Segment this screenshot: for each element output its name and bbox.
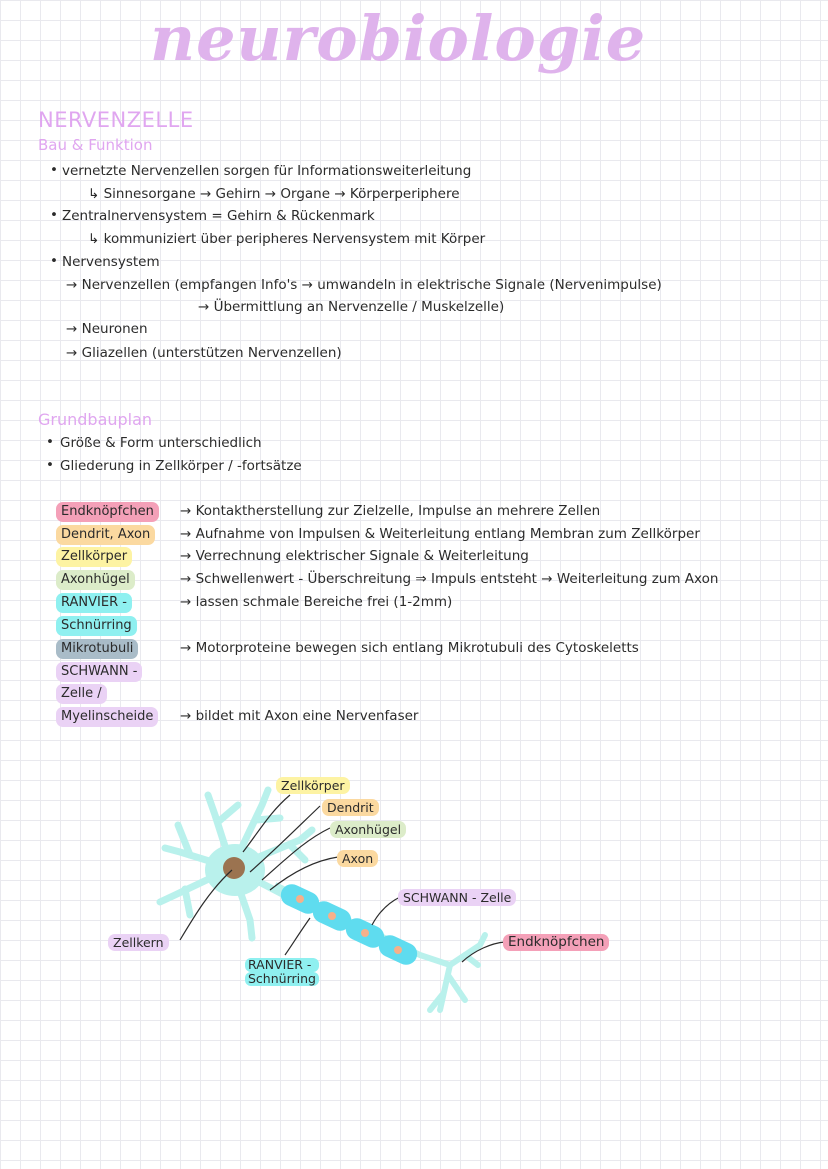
text-line: Zentralnervensystem = Gehirn & Rückenmark xyxy=(62,208,375,224)
label-endknoepfchen: Endknöpfchen xyxy=(503,934,609,951)
label-dendrit: Dendrit xyxy=(322,799,379,816)
bullet-dot: • xyxy=(50,207,58,223)
text-line: ↳ kommuniziert über peripheres Nervensystem mit Körper xyxy=(88,231,486,247)
section-heading-grundbauplan: Grundbauplan xyxy=(38,410,153,429)
bullet-dot: • xyxy=(46,457,54,473)
term-schnuerring: Schnürring xyxy=(56,616,137,636)
label-axon: Axon xyxy=(337,850,378,867)
label-schwann-zelle: SCHWANN - Zelle xyxy=(398,889,516,906)
bullet-dot: • xyxy=(50,162,58,178)
bullet-dot: • xyxy=(50,253,58,269)
text-line: Nervensystem xyxy=(62,254,160,270)
text-line: → Gliazellen (unterstützen Nervenzellen) xyxy=(66,345,342,361)
text-line: Gliederung in Zellkörper / -fortsätze xyxy=(60,458,302,474)
term-zelle: Zelle / xyxy=(56,684,107,704)
text-line: ↳ Sinnesorgane → Gehirn → Organe → Körperperiphere xyxy=(88,186,460,202)
desc-endknoepfchen: → Kontaktherstellung zur Zielzelle, Impulse an mehrere Zellen xyxy=(180,503,601,519)
desc-mikrotubuli: → Motorproteine bewegen sich entlang Mikrotubuli des Cytoskeletts xyxy=(180,640,639,656)
desc-ranvier: → lassen schmale Bereiche frei (1-2mm) xyxy=(180,594,453,610)
term-mikrotubuli: Mikrotubuli xyxy=(56,639,138,659)
section-heading-nervenzelle: NERVENZELLE xyxy=(38,108,194,132)
desc-axonhuegel: → Schwellenwert - Überschreitung ⇒ Impuls entsteht → Weiterleitung zum Axon xyxy=(180,571,719,587)
text-line: → Neuronen xyxy=(66,321,148,337)
text-line: → Übermittlung an Nervenzelle / Muskelzelle) xyxy=(198,299,505,315)
text-line: → Nervenzellen (empfangen Info's → umwandeln in elektrische Signale (Nervenimpulse) xyxy=(66,277,662,293)
term-endknoepfchen: Endknöpfchen xyxy=(56,502,159,522)
label-ranvier-line1: RANVIER - xyxy=(245,958,319,972)
label-zellkern: Zellkern xyxy=(108,934,169,951)
label-ranvier-line2: Schnürring xyxy=(245,972,319,986)
term-dendrit-axon: Dendrit, Axon xyxy=(56,525,155,545)
text-line: vernetzte Nervenzellen sorgen für Informationsweiterleitung xyxy=(62,163,472,179)
term-ranvier: RANVIER - xyxy=(56,593,132,613)
text-line: Größe & Form unterschiedlich xyxy=(60,435,262,451)
label-zellkoerper: Zellkörper xyxy=(276,777,350,794)
desc-dendrit-axon: → Aufnahme von Impulsen & Weiterleitung entlang Membran zum Zellkörper xyxy=(180,526,700,542)
term-zellkoerper: Zellkörper xyxy=(56,547,132,567)
bullet-dot: • xyxy=(46,434,54,450)
term-myelinscheide: Myelinscheide xyxy=(56,707,158,727)
desc-zellkoerper: → Verrechnung elektrischer Signale & Weiterleitung xyxy=(180,548,529,564)
term-schwann: SCHWANN - xyxy=(56,662,142,682)
desc-myelinscheide: → bildet mit Axon eine Nervenfaser xyxy=(180,708,419,724)
section-subheading: Bau & Funktion xyxy=(38,136,153,154)
page-title: neurobiologie xyxy=(150,2,647,75)
label-ranvier xyxy=(240,958,324,986)
term-axonhuegel: Axonhügel xyxy=(56,570,135,590)
label-axonhuegel: Axonhügel xyxy=(330,821,406,838)
